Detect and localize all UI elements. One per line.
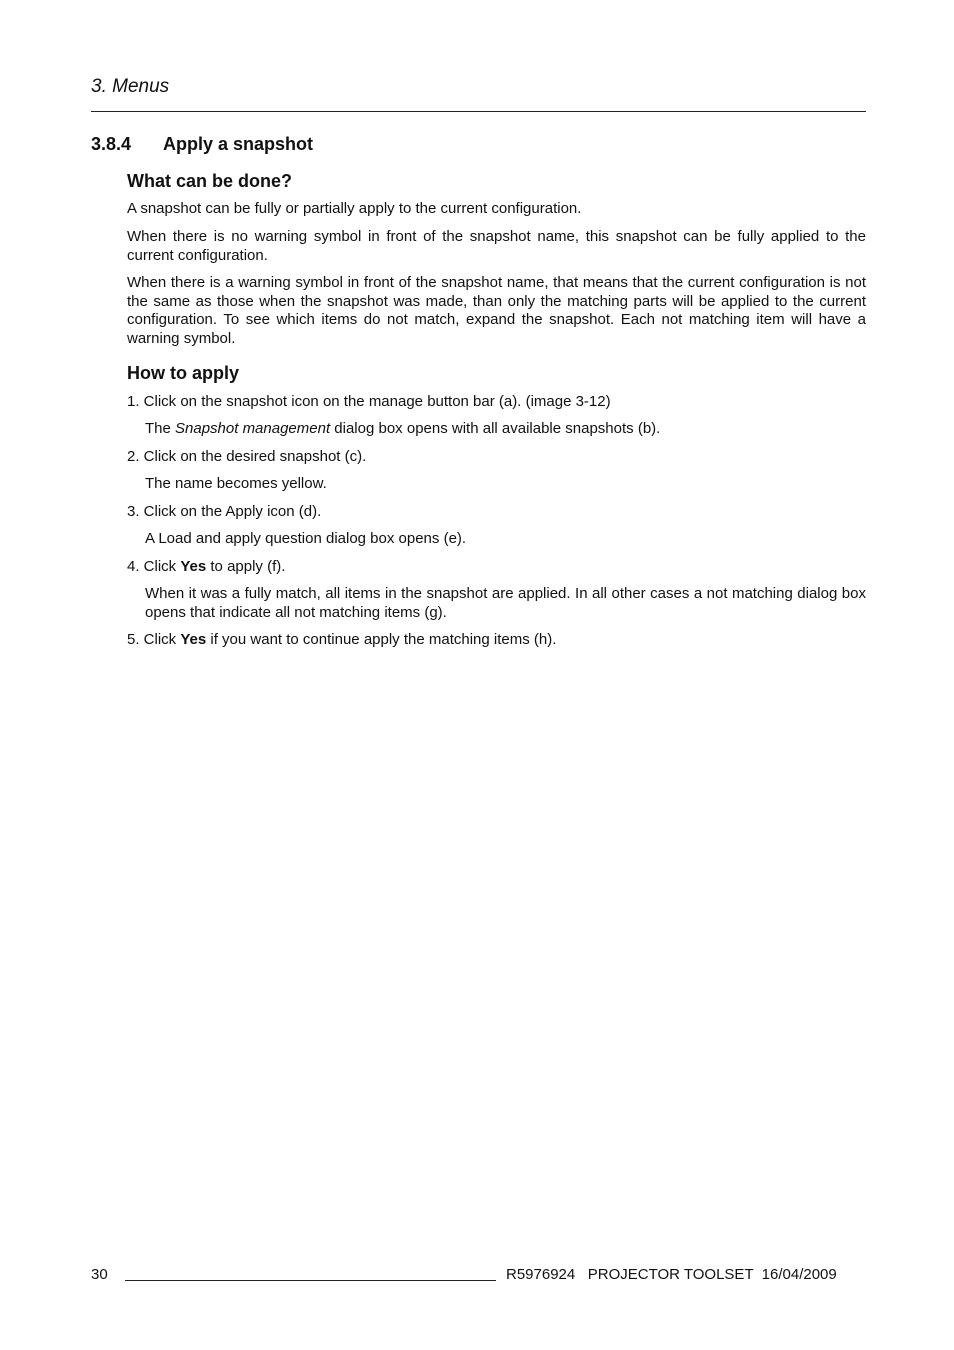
step-5-post: if you want to continue apply the matching items (h). <box>206 631 557 648</box>
step-5-yes: Yes <box>180 631 207 648</box>
step-4 <box>127 558 866 577</box>
section-title: Apply a snapshot <box>163 134 314 154</box>
step-1-note-post: dialog box opens with all available snapshots (b). <box>330 420 661 437</box>
step-5-pre: 5. Click <box>127 631 181 648</box>
snapshot-management-emphasis: Snapshot management <box>175 420 331 437</box>
what-paragraph-2: When there is no warning symbol in front of the snapshot name, this snapshot can be fully applied to the current configuration. <box>127 228 866 264</box>
step-1-note <box>145 420 866 439</box>
header-divider <box>91 111 866 112</box>
document-id: R5976924 PROJECTOR TOOLSET 16/04/2009 <box>506 1266 837 1283</box>
step-4-post: to apply (f). <box>206 558 286 575</box>
step-4-yes: Yes <box>180 558 207 575</box>
step-2-note: The name becomes yellow. <box>145 475 327 492</box>
what-paragraph-1: A snapshot can be fully or partially apply to the current configuration. <box>127 200 582 217</box>
step-1: 1. Click on the snapshot icon on the manage button bar (a). (image 3-12) <box>127 393 611 410</box>
step-3: 3. Click on the Apply icon (d). <box>127 503 322 520</box>
chapter-header: 3. Menus <box>91 76 170 97</box>
what-heading: What can be done? <box>127 171 293 191</box>
step-5 <box>127 631 866 650</box>
footer-divider <box>125 1280 496 1281</box>
page-number: 30 <box>91 1266 108 1283</box>
step-2: 2. Click on the desired snapshot (c). <box>127 448 367 465</box>
section-heading <box>91 134 313 155</box>
step-4-note: When it was a fully match, all items in the snapshot are applied. In all other cases a not matching dialog box opens that indicate all not matching items (g). <box>145 585 866 621</box>
how-heading: How to apply <box>127 363 239 383</box>
step-3-note: A Load and apply question dialog box opens (e). <box>145 530 467 547</box>
section-number: 3.8.4 <box>91 134 132 154</box>
step-4-pre: 4. Click <box>127 558 181 575</box>
step-1-note-pre: The <box>145 420 176 437</box>
what-paragraph-3: When there is a warning symbol in front of the snapshot name, that means that the current configuration is not the same as those when the snapshot was made, than only the matching parts will be applied to the current configuration. To see which items do not match, expand the snapshot. Each not matching item will have a warning symbol. <box>127 274 866 347</box>
